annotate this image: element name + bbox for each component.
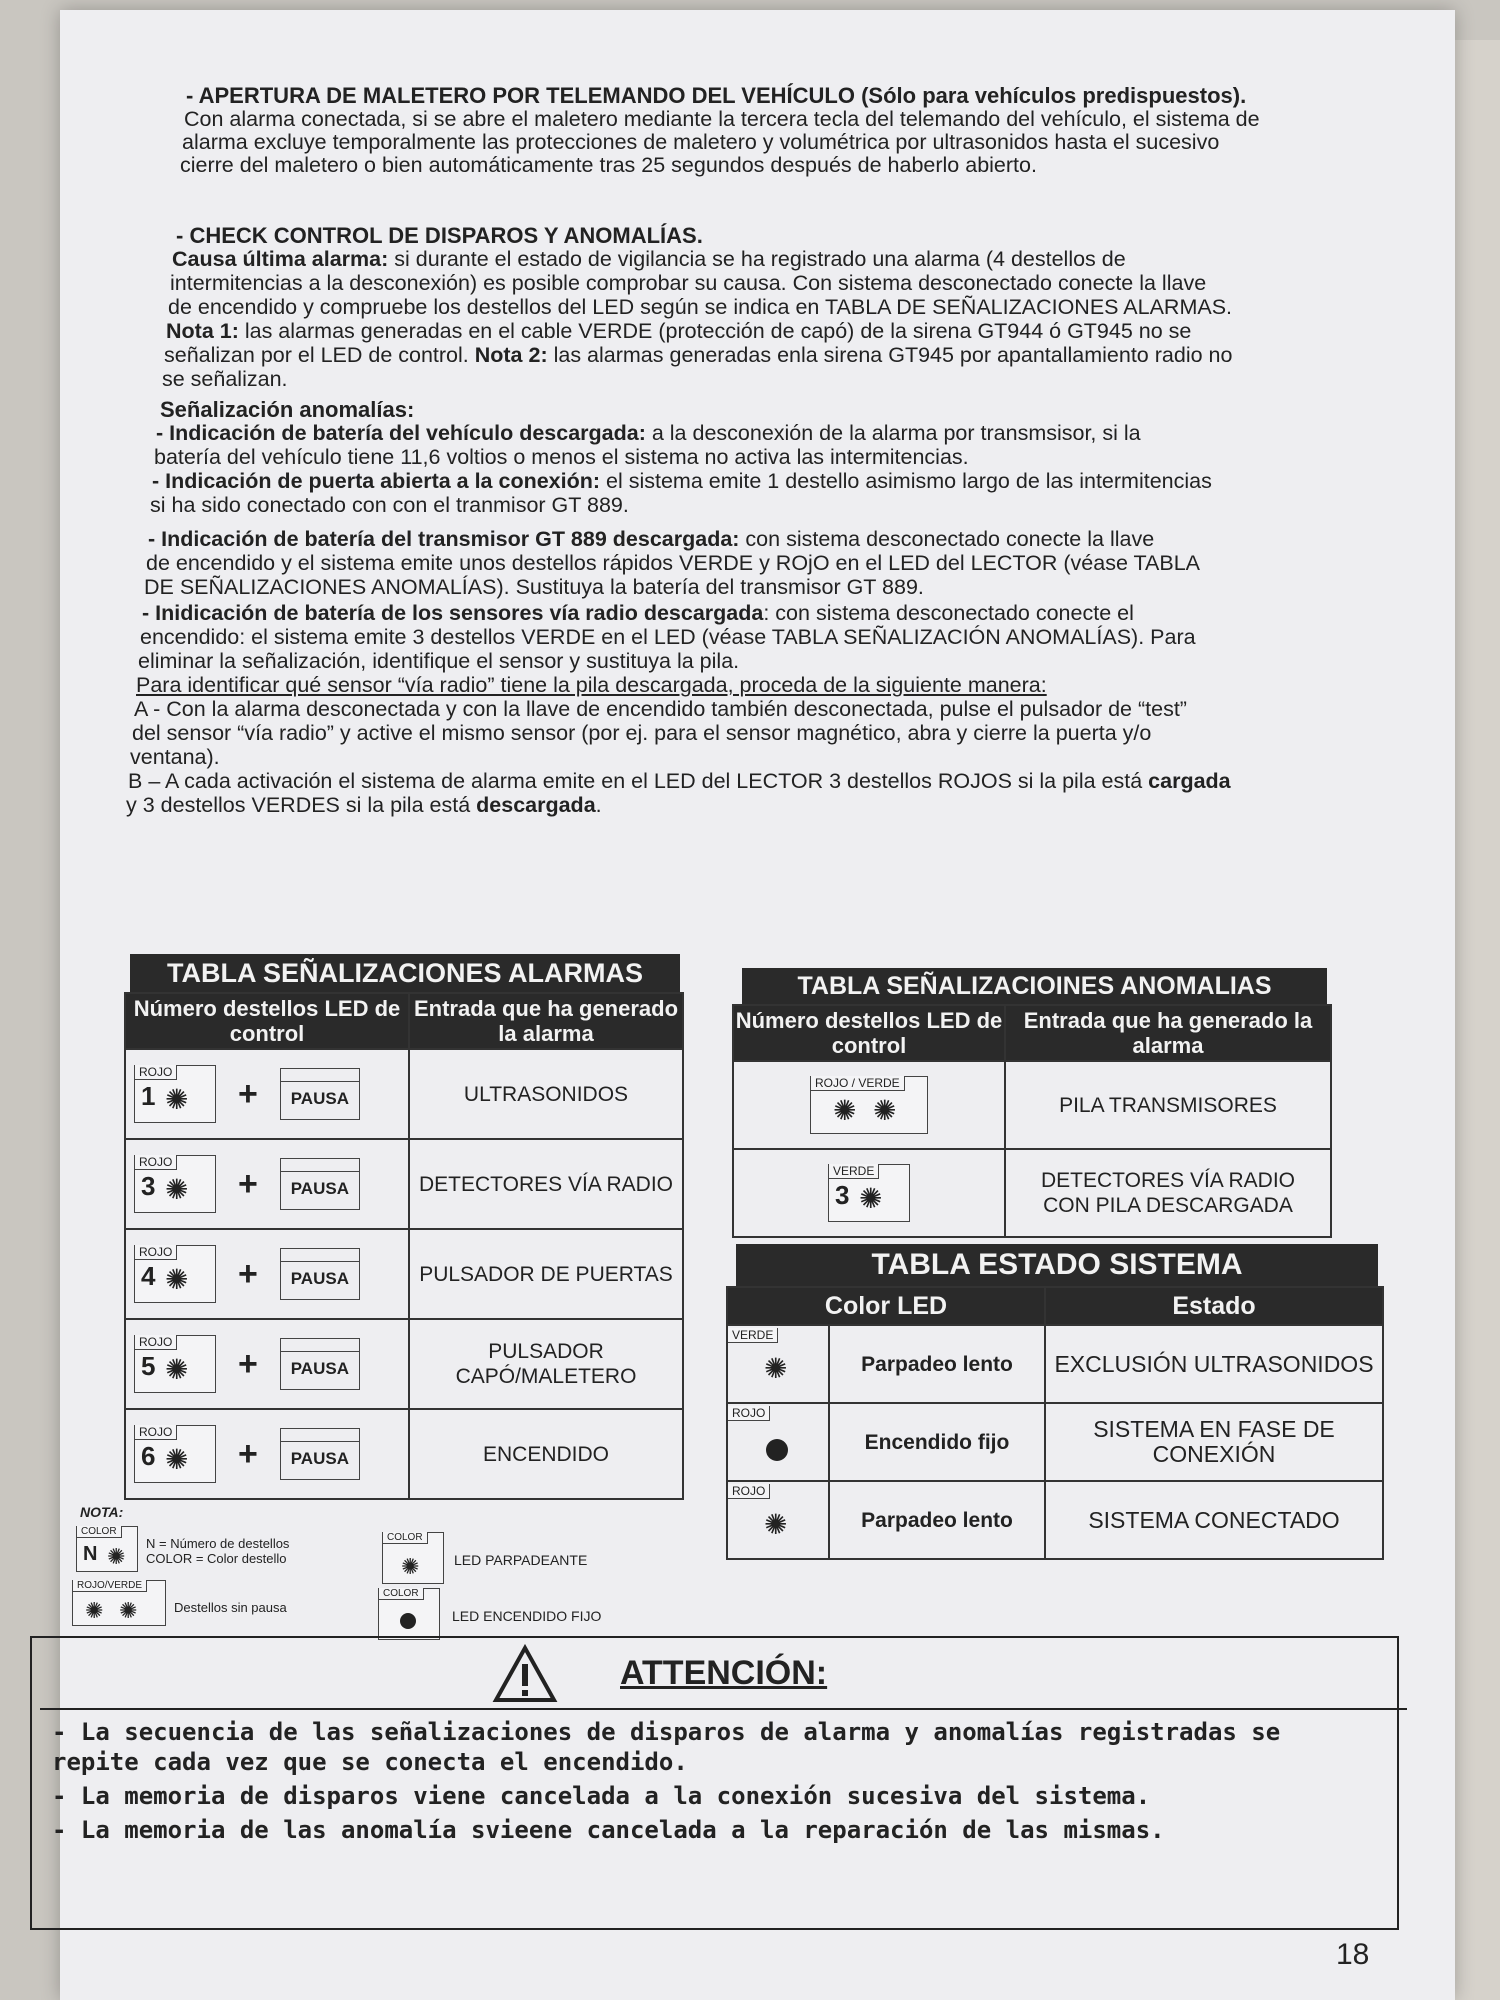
- attention-line-1: - La secuencia de las señalizaciones de disparos de alarma y anomalías registradas se: [52, 1718, 1281, 1746]
- nota1-text-2: señalizan por el LED de control.: [164, 343, 475, 367]
- led-cell: [727, 1325, 829, 1403]
- anomalias-title: Señalización anomalías:: [160, 397, 415, 422]
- table-row: [727, 1325, 1383, 1403]
- tabla-alarmas-col2: Entrada que ha generado la alarma: [409, 993, 683, 1049]
- causa-line-3: de encendido y compruebe los destellos del LED según se indica en TABLA DE SEÑALIZACIONES ALARMAS.: [168, 295, 1233, 319]
- legend-blink-led: [382, 1532, 444, 1584]
- apertura-line-1: Con alarma conectada, si se abre el maletero mediante la tercera tecla del telemando del vehículo, el sistema de: [184, 107, 1260, 131]
- fixed-led-icon: [766, 1439, 788, 1461]
- step-b-cargada: cargada: [1148, 769, 1231, 793]
- table-row: [733, 1149, 1331, 1237]
- plus-icon: +: [238, 1254, 258, 1293]
- attention-box: [30, 1636, 1399, 1930]
- blink-led-icon: ✺: [873, 1095, 897, 1126]
- bateria-line-2: batería del vehículo tiene 11,6 voltios o menos el sistema no activa las intermitencias.: [154, 445, 969, 469]
- sensores-label: - Inidicación de batería de los sensores vía radio descargada: [142, 601, 764, 625]
- led-count: 3: [835, 1180, 850, 1210]
- nota2-label: Nota 2:: [474, 343, 548, 367]
- blink-led-icon: ✺: [764, 1353, 788, 1384]
- led-color: ROJO: [135, 1065, 177, 1080]
- led-indicator: [134, 1155, 216, 1213]
- nota2-line-3: se señalizan.: [162, 367, 288, 391]
- led-indicator: [134, 1335, 216, 1393]
- puerta-line-2: si ha sido conectado con con el tranmisor GT 889.: [150, 493, 629, 517]
- attention-header: [40, 1638, 1407, 1710]
- table-row: [125, 1409, 683, 1499]
- blink-led-icon: ✺: [401, 1554, 420, 1579]
- attention-line-4: - La memoria de las anomalía svieene cancelada a la reparación de las mismas.: [52, 1816, 1165, 1844]
- legend-color-caption: COLOR: [77, 1526, 122, 1538]
- led-color: ROJO: [135, 1155, 177, 1170]
- tabla-alarmas-col1: Número destellos LED de control: [125, 993, 409, 1049]
- estado-cell: SISTEMA CONECTADO: [1045, 1481, 1383, 1559]
- tabla-estado: [726, 1286, 1384, 1560]
- blink-led-icon: ✺: [833, 1095, 857, 1126]
- apertura-title: - APERTURA DE MALETERO POR TELEMANDO DEL VEHÍCULO (Sólo para vehículos predispuestos).: [186, 83, 1247, 108]
- plus-icon: +: [238, 1344, 258, 1383]
- tabla-estado-col2: Estado: [1045, 1287, 1383, 1325]
- led-indicator: [728, 1329, 828, 1399]
- step-b-text-2: y 3 destellos VERDES si la pila está: [126, 793, 477, 817]
- estado-cell: EXCLUSIÓN ULTRASONIDOS: [1045, 1325, 1383, 1403]
- table-row: [727, 1481, 1383, 1559]
- led-cell: [733, 1149, 1005, 1237]
- table-row: [125, 1229, 683, 1319]
- causa-text: si durante el estado de vigilancia se ha registrado una alarma (4 destellos de: [388, 247, 1126, 271]
- blink-led-icon: ✺: [165, 1444, 189, 1475]
- plus-icon: +: [238, 1434, 258, 1473]
- pausa-box: [280, 1068, 360, 1120]
- led-cell: [125, 1229, 409, 1319]
- check-title: - CHECK CONTROL DE DISPAROS Y ANOMALÍAS.: [176, 223, 703, 248]
- transm-label: - Indicación de batería del transmisor GT 889 descargada:: [148, 527, 740, 551]
- entrada-cell: DETECTORES VÍA RADIO CON PILA DESCARGADA: [1005, 1149, 1331, 1237]
- sensores-text: : con sistema desconectado conecte el: [763, 601, 1134, 625]
- bateria-line-1: [156, 422, 1141, 445]
- sensores-line-3: eliminar la señalización, identifique el sensor y sustituya la pila.: [138, 649, 740, 673]
- transm-line-2: de encendido y el sistema emite unos destellos rápidos VERDE y ROjO en el LED del LECTOR (véase TABLA: [146, 551, 1201, 575]
- tabla-estado-col1: Color LED: [727, 1287, 1045, 1325]
- sensores-line-2: encendido: el sistema emite 3 destellos VERDE en el LED (véase TABLA SEÑALIZACIÓN ANOMALÍAS). Para: [140, 625, 1196, 649]
- pausa-label: PAUSA: [290, 1269, 349, 1288]
- estado-cell: SISTEMA EN FASE DE CONEXIÓN: [1045, 1403, 1383, 1481]
- table-row: [125, 1139, 683, 1229]
- table-row: [733, 1061, 1331, 1149]
- pausa-box: [280, 1158, 360, 1210]
- step-b-line-1: [128, 770, 1231, 793]
- blink-led-icon: ✺: [165, 1354, 189, 1385]
- pausa-label: PAUSA: [290, 1359, 349, 1378]
- nota1-line: [166, 320, 1191, 343]
- table-row: [125, 1049, 683, 1139]
- page-number: 18: [1336, 1938, 1370, 1971]
- led-color: ROJO: [135, 1245, 177, 1260]
- blink-led-icon: ✺: [165, 1174, 189, 1205]
- step-b-text: B – A cada activación el sistema de alarma emite en el LED del LECTOR 3 destellos ROJOS si la pila está: [128, 769, 1149, 793]
- bateria-text: a la desconexión de la alarma por transmsisor, si la: [645, 421, 1141, 445]
- tabla-alarmas-title: TABLA SEÑALIZACIONES ALARMAS: [130, 954, 680, 992]
- led-indicator: [728, 1485, 828, 1555]
- led-indicator: [728, 1407, 828, 1477]
- led-color: VERDE: [829, 1164, 879, 1179]
- nota2-text: las alarmas generadas enla sirena GT945 por apantallamiento radio no: [547, 343, 1233, 367]
- pausa-box: [280, 1338, 360, 1390]
- causa-line-1: [172, 248, 1126, 271]
- modo-cell: Parpadeo lento: [829, 1481, 1045, 1559]
- causa-label: Causa última alarma:: [172, 247, 389, 271]
- legend-n-desc: N = Número de destellos: [146, 1536, 290, 1551]
- led-color: ROJO / VERDE: [811, 1076, 905, 1091]
- led-count: 5: [141, 1351, 156, 1381]
- led-indicator: [134, 1425, 216, 1483]
- led-color: ROJO: [728, 1406, 770, 1421]
- led-count: 4: [141, 1261, 156, 1291]
- blink-led-icon: ✺: [165, 1084, 189, 1115]
- led-color: ROJO: [728, 1484, 770, 1499]
- entrada-cell: PILA TRANSMISORES: [1005, 1061, 1331, 1149]
- legend-color-desc: COLOR = Color destello: [146, 1551, 287, 1566]
- legend-rojoverde-led: [72, 1580, 166, 1626]
- legend-fixed-led: [378, 1588, 440, 1640]
- blink-led-icon: ✺: [859, 1183, 883, 1214]
- attention-title: ATTENCIÓN:: [620, 1654, 828, 1692]
- sensores-line-1: [142, 602, 1134, 625]
- led-cell: [125, 1409, 409, 1499]
- bateria-label: - Indicación de batería del vehículo descargada:: [156, 421, 646, 445]
- led-cell: [125, 1139, 409, 1229]
- led-count: 1: [141, 1081, 156, 1111]
- led-color: ROJO: [135, 1335, 177, 1350]
- led-indicator: [134, 1245, 216, 1303]
- plus-icon: +: [238, 1164, 258, 1203]
- legend-color-caption: COLOR: [383, 1532, 428, 1544]
- modo-cell: Encendido fijo: [829, 1403, 1045, 1481]
- blink-led-icon: ✺: [165, 1264, 189, 1295]
- step-b-dot: .: [595, 793, 602, 817]
- entrada-cell: DETECTORES VÍA RADIO: [409, 1139, 683, 1229]
- fixed-led-icon: [400, 1613, 416, 1629]
- led-color: ROJO: [135, 1425, 177, 1440]
- entrada-cell: ENCENDIDO: [409, 1409, 683, 1499]
- led-cell: [733, 1061, 1005, 1149]
- tabla-anomalias: [732, 1004, 1332, 1238]
- step-b-descargada: descargada: [476, 793, 596, 817]
- entrada-cell: PULSADOR DE PUERTAS: [409, 1229, 683, 1319]
- puerta-line-1: [152, 470, 1212, 493]
- blink-led-icon: ✺: [107, 1544, 126, 1569]
- step-a-line-1: A - Con la alarma desconectada y con la llave de encendido también desconectada, pulse el pulsador de “test”: [134, 697, 1187, 721]
- step-b-line-2: [126, 794, 602, 817]
- apertura-line-2: alarma excluye temporalmente las protecciones de maletero y volumétrica por ultrasonidos hasta el sucesivo: [182, 130, 1220, 154]
- table-row: [125, 1319, 683, 1409]
- legend-sin-pausa: Destellos sin pausa: [174, 1600, 287, 1615]
- pausa-label: PAUSA: [290, 1089, 349, 1108]
- transm-text: con sistema desconectado conecte la llave: [739, 527, 1155, 551]
- legend-n: N: [83, 1543, 98, 1565]
- modo-cell: Parpadeo lento: [829, 1325, 1045, 1403]
- identificar-heading: Para identificar qué sensor “vía radio” tiene la pila descargada, proceda de la siguiente manera:: [136, 673, 1047, 697]
- pausa-label: PAUSA: [290, 1449, 349, 1468]
- tabla-anomalias-col2: Entrada que ha generado la alarma: [1005, 1005, 1331, 1061]
- blink-led-icon: ✺: [85, 1598, 104, 1623]
- transm-line-3: DE SEÑALIZACIONES ANOMALÍAS). Sustituya la batería del transmisor GT 889.: [144, 575, 924, 599]
- nota-label: NOTA:: [80, 1504, 124, 1520]
- legend-parpadeante: LED PARPADEANTE: [454, 1552, 588, 1568]
- attention-line-3: - La memoria de disparos viene cancelada a la conexión sucesiva del sistema.: [52, 1782, 1151, 1810]
- apertura-line-3: cierre del maletero o bien automáticamente tras 25 segundos después de haberlo abierto.: [180, 153, 1037, 177]
- legend-rojoverde-caption: ROJO/VERDE: [73, 1580, 147, 1592]
- tabla-estado-title: TABLA ESTADO SISTEMA: [736, 1244, 1378, 1286]
- puerta-text: el sistema emite 1 destello asimismo largo de las intermitencias: [600, 469, 1212, 493]
- warning-icon: [492, 1644, 558, 1704]
- attention-line-2: repite cada vez que se conecta el encendido.: [52, 1748, 688, 1776]
- step-a-line-2: del sensor “vía radio” y active el mismo sensor (por ej. para el sensor magnético, abra y cierre la puerta y/o: [132, 721, 1152, 745]
- entrada-cell: PULSADOR CAPÓ/MALETERO: [409, 1319, 683, 1409]
- blink-led-icon: ✺: [764, 1509, 788, 1540]
- tabla-anomalias-title: TABLA SEÑALIZACIOINES ANOMALIAS: [742, 968, 1327, 1004]
- entrada-cell: ULTRASONIDOS: [409, 1049, 683, 1139]
- puerta-label: - Indicación de puerta abierta a la conexión:: [152, 469, 601, 493]
- led-count: 6: [141, 1441, 156, 1471]
- led-indicator: [828, 1164, 910, 1222]
- legend-fijo: LED ENCENDIDO FIJO: [452, 1608, 602, 1624]
- led-indicator: [810, 1076, 928, 1134]
- paper-edge: [1455, 40, 1500, 2000]
- led-cell: [727, 1403, 829, 1481]
- nota1-text: las alarmas generadas en el cable VERDE (protección de capó) de la sirena GT944 ó GT945 no se: [238, 319, 1192, 343]
- nota2-line: [164, 344, 1232, 367]
- legend-color-caption: COLOR: [379, 1588, 424, 1600]
- led-cell: [125, 1319, 409, 1409]
- table-row: [727, 1403, 1383, 1481]
- tabla-alarmas: [124, 992, 684, 1500]
- blink-led-icon: ✺: [119, 1598, 138, 1623]
- led-count: 3: [141, 1171, 156, 1201]
- led-indicator: [134, 1065, 216, 1123]
- transm-line-1: [148, 528, 1154, 551]
- plus-icon: +: [238, 1074, 258, 1113]
- nota1-label: Nota 1:: [166, 319, 239, 343]
- legend-count-led: [76, 1526, 138, 1572]
- step-a-line-3: ventana).: [130, 745, 220, 769]
- led-color: VERDE: [728, 1328, 778, 1343]
- led-cell: [727, 1481, 829, 1559]
- pausa-box: [280, 1428, 360, 1480]
- pausa-box: [280, 1248, 360, 1300]
- tabla-anomalias-col1: Número destellos LED de control: [733, 1005, 1005, 1061]
- pausa-label: PAUSA: [290, 1179, 349, 1198]
- causa-line-2: intermitencias a la desconexión) es posible comprobar su causa. Con sistema desconectado conecte la llave: [170, 271, 1207, 295]
- led-cell: [125, 1049, 409, 1139]
